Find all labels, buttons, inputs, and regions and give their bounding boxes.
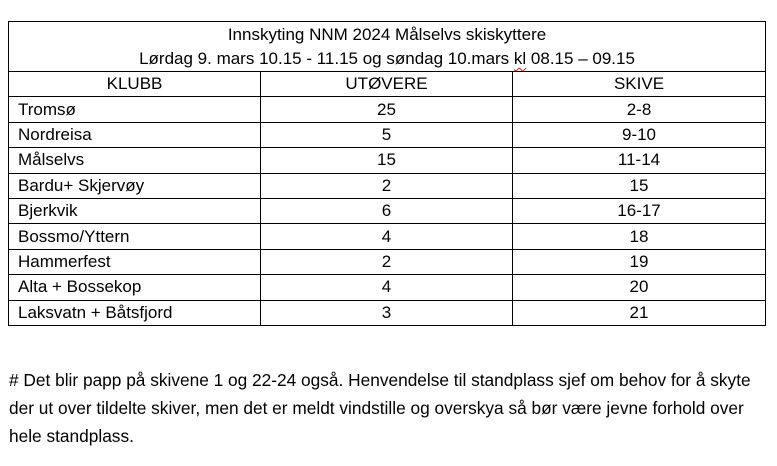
cell-target: 2-8 (513, 97, 766, 122)
table-row (9, 275, 766, 300)
cell-target: 16-17 (513, 198, 766, 223)
cell-athletes: 15 (261, 148, 513, 173)
cell-club: Bjerkvik (9, 198, 261, 223)
table-title-row (9, 22, 766, 72)
table-row (9, 198, 766, 223)
cell-target: 9-10 (513, 122, 766, 147)
table-row (9, 122, 766, 147)
cell-target: 19 (513, 249, 766, 274)
cell-club: Tromsø (9, 97, 261, 122)
column-header-target: SKIVE (513, 72, 766, 97)
title-line-1: Innskyting NNM 2024 Målselvs skiskyttere (227, 25, 547, 44)
cell-athletes: 5 (261, 122, 513, 147)
cell-target: 21 (513, 300, 766, 325)
cell-target: 11-14 (513, 148, 766, 173)
spellcheck-flagged-word: kl (513, 49, 527, 68)
table-header-row (9, 72, 766, 97)
table-row (9, 300, 766, 325)
table-row (9, 224, 766, 249)
cell-athletes: 25 (261, 97, 513, 122)
cell-club: Bardu+ Skjervøy (9, 173, 261, 198)
table-row (9, 173, 766, 198)
cell-target: 20 (513, 275, 766, 300)
cell-athletes: 4 (261, 275, 513, 300)
cell-target: 18 (513, 224, 766, 249)
cell-club: Laksvatn + Båtsfjord (9, 300, 261, 325)
table-row (9, 249, 766, 274)
column-header-club: KLUBB (9, 72, 261, 97)
title-line-2-start: Lørdag 9. mars 10.15 - 11.15 og søndag 10.mars (139, 49, 514, 68)
cell-club: Nordreisa (9, 122, 261, 147)
table-body (9, 97, 766, 326)
title-line-2 (9, 47, 765, 71)
column-header-athletes: UTØVERE (261, 72, 513, 97)
cell-club: Alta + Bossekop (9, 275, 261, 300)
cell-club: Målselvs (9, 148, 261, 173)
cell-athletes: 3 (261, 300, 513, 325)
cell-athletes: 2 (261, 249, 513, 274)
cell-club: Hammerfest (9, 249, 261, 274)
cell-athletes: 4 (261, 224, 513, 249)
cell-club: Bossmo/Yttern (9, 224, 261, 249)
cell-athletes: 2 (261, 173, 513, 198)
table-row (9, 148, 766, 173)
schedule-table (8, 21, 766, 326)
cell-target: 15 (513, 173, 766, 198)
cell-athletes: 6 (261, 198, 513, 223)
table-row (9, 97, 766, 122)
table-title (9, 22, 766, 72)
title-line-2-end: 08.15 – 09.15 (526, 49, 635, 68)
footnote-text: # Det blir papp på skivene 1 og 22-24 også. Henvendelse til standplass sjef om behov for å skyte der ut over tildelte skiver, men det er meldt vindstille og overskya så bør være jevne forhold over hele standplass. (9, 370, 751, 446)
